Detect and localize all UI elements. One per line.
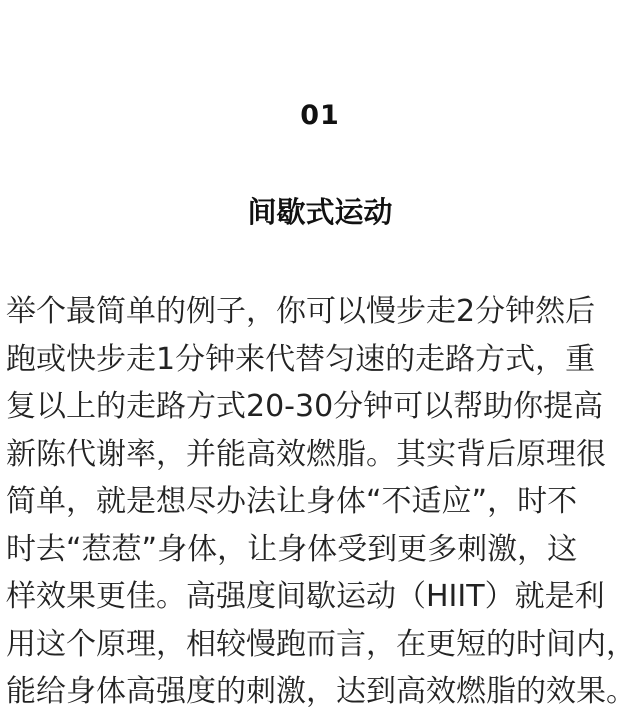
paragraph-line: 样效果更佳。高强度间歇运动（HIIT）就是利 bbox=[6, 579, 605, 614]
paragraph-line: 用这个原理，相较慢跑而言，在更短的时间内， bbox=[6, 626, 636, 662]
paragraph-line: 能给身体高强度的刺激，达到高效燃脂的效果。 bbox=[6, 674, 636, 709]
paragraph-line: 跑或快步走1分钟来代替匀速的走路方式，重 bbox=[6, 341, 596, 377]
section-number: 01 bbox=[300, 100, 340, 131]
body-paragraph bbox=[6, 288, 636, 716]
paragraph-line: 举个最简单的例子，你可以慢步走2分钟然后 bbox=[6, 294, 596, 329]
paragraph-line: 复以上的走路方式20-30分钟可以帮助你提高 bbox=[6, 389, 604, 424]
section-title: 间歇式运动 bbox=[247, 195, 393, 229]
paragraph-line: 简单，就是想尽办法让身体“不适应”，时不 bbox=[6, 484, 578, 519]
paragraph-line: 新陈代谢率，并能高效燃脂。其实背后原理很 bbox=[6, 436, 606, 472]
paragraph-line: 时去“惹惹”身体，让身体受到更多刺激，这 bbox=[6, 531, 578, 567]
